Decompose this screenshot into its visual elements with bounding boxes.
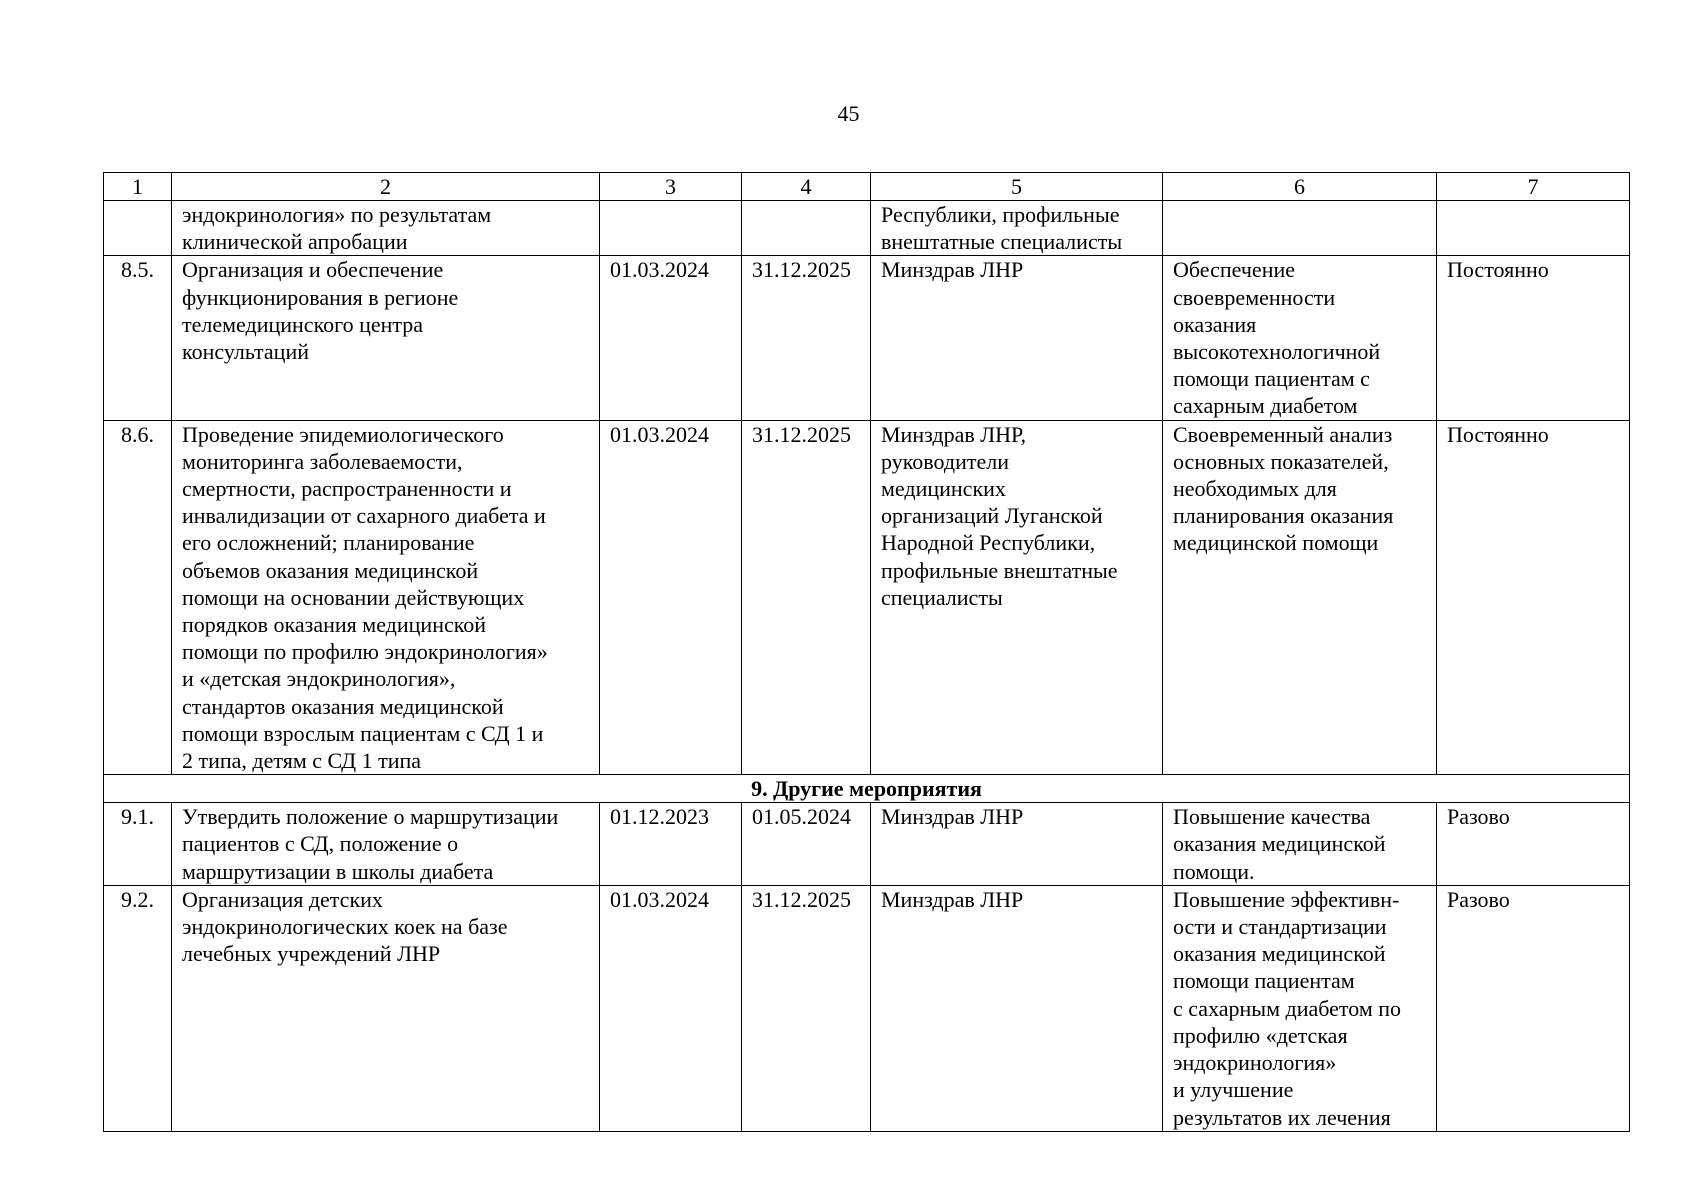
responsible-cell — [871, 256, 1163, 420]
responsible-line: специалисты — [881, 584, 1003, 610]
description-line: Организация детских — [182, 886, 383, 912]
result-line: высокотехнологичной — [1173, 339, 1381, 365]
start-date-cell: 01.03.2024 — [600, 885, 742, 1131]
description-line: порядков оказания медицинской — [182, 612, 487, 638]
measures-table — [103, 172, 1630, 1132]
result-line: оказания — [1173, 311, 1257, 337]
end-date-cell: 31.12.2025 — [742, 256, 871, 420]
result-cell — [1163, 885, 1437, 1131]
frequency-cell: Постоянно — [1437, 420, 1630, 775]
description-line: функционирования в регионе — [182, 284, 459, 310]
result-line: помощи пациентам с — [1173, 366, 1370, 392]
row-number-cell: 9.1. — [104, 803, 172, 886]
description-line: инвалидизации от сахарного диабета и — [182, 503, 546, 529]
responsible-line: руководители — [881, 448, 1009, 474]
start-date-cell: 01.03.2024 — [600, 420, 742, 775]
frequency-cell: Разово — [1437, 885, 1630, 1131]
description-line: эндокринология» по результатам — [182, 202, 492, 227]
description-line: помощи по профилю эндокринология» — [182, 639, 548, 665]
responsible-cell — [871, 420, 1163, 775]
table-row — [104, 256, 1630, 420]
description-line: стандартов оказания медицинской — [182, 693, 504, 719]
column-header: 6 — [1163, 173, 1437, 201]
description-line: телемедицинского центра — [182, 311, 424, 337]
description-line: пациентов с СД, положение о — [182, 831, 459, 857]
description-line: его осложнений; планирование — [182, 530, 475, 556]
end-date-cell: 01.05.2024 — [742, 803, 871, 886]
result-line: профилю «детская — [1173, 1022, 1348, 1048]
description-line: 2 типа, детям с СД 1 типа — [182, 748, 422, 774]
column-header: 7 — [1437, 173, 1630, 201]
description-line: помощи на основании действующих — [182, 584, 525, 610]
description-line: Организация и обеспечение — [182, 257, 444, 283]
responsible-cell — [871, 885, 1163, 1131]
result-line: планирования оказания — [1173, 503, 1394, 529]
result-line: эндокринология» — [1173, 1050, 1337, 1076]
responsible-cell — [871, 803, 1163, 886]
result-line: помощи. — [1173, 858, 1255, 884]
description-cell — [172, 420, 600, 775]
description-cell — [172, 803, 600, 886]
result-line: Своевременный анализ — [1173, 421, 1393, 447]
table-row — [104, 803, 1630, 886]
responsible-line: внештатные специалисты — [881, 229, 1123, 255]
result-line: необходимых для — [1173, 476, 1337, 502]
column-number-row — [104, 173, 1630, 201]
description-line: маршрутизации в школы диабета — [182, 858, 494, 884]
description-cell — [172, 201, 600, 256]
result-line: результатов их лечения — [1173, 1104, 1391, 1130]
result-line: сахарным диабетом — [1173, 393, 1358, 419]
responsible-line: Минздрав ЛНР — [881, 886, 1024, 912]
column-header: 2 — [172, 173, 600, 201]
result-line: оказания медицинской — [1173, 941, 1386, 967]
responsible-line: Республики, профильные — [881, 202, 1120, 227]
end-date-cell: 31.12.2025 — [742, 420, 871, 775]
description-cell — [172, 256, 600, 420]
result-cell — [1163, 803, 1437, 886]
frequency-cell: Разово — [1437, 803, 1630, 886]
continuation-row — [104, 201, 1630, 256]
start-date-cell: 01.12.2023 — [600, 803, 742, 886]
result-line: и улучшение — [1173, 1077, 1294, 1103]
section-title: 9. Другие мероприятия — [104, 775, 1630, 803]
row-number-cell — [104, 201, 172, 256]
result-line: с сахарным диабетом по — [1173, 995, 1402, 1021]
row-number-cell: 9.2. — [104, 885, 172, 1131]
start-date-cell: 01.03.2024 — [600, 256, 742, 420]
description-line: Проведение эпидемиологического — [182, 421, 504, 447]
table-row — [104, 885, 1630, 1131]
responsible-line: Минздрав ЛНР — [881, 804, 1024, 830]
result-line: Повышение качества — [1173, 804, 1371, 830]
column-header: 3 — [600, 173, 742, 201]
end-date-cell: 31.12.2025 — [742, 885, 871, 1131]
description-line: объемов оказания медицинской — [182, 557, 479, 583]
responsible-line: медицинских — [881, 476, 1006, 502]
column-header: 4 — [742, 173, 871, 201]
responsible-line: Минздрав ЛНР, — [881, 421, 1027, 447]
description-line: консультаций — [182, 339, 309, 365]
result-line: Повышение эффективн- — [1173, 886, 1400, 912]
result-cell — [1163, 420, 1437, 775]
description-line: помощи взрослым пациентам с СД 1 и — [182, 720, 544, 746]
description-line: клинической апробации — [182, 229, 408, 255]
description-cell — [172, 885, 600, 1131]
table-row — [104, 420, 1630, 775]
description-line: Утвердить положение о маршрутизации — [182, 804, 559, 830]
row-number-cell: 8.6. — [104, 420, 172, 775]
responsible-cell — [871, 201, 1163, 256]
result-line: своевременности — [1173, 284, 1336, 310]
responsible-line: организаций Луганской — [881, 503, 1103, 529]
result-line: медицинской помощи — [1173, 530, 1379, 556]
description-line: смертности, распространенности и — [182, 476, 512, 502]
description-line: и «детская эндокринология», — [182, 666, 456, 692]
description-line: мониторинга заболеваемости, — [182, 448, 463, 474]
section-heading-row — [104, 775, 1630, 803]
result-cell — [1163, 256, 1437, 420]
responsible-line: Народной Республики, — [881, 530, 1096, 556]
result-cell — [1163, 201, 1437, 256]
row-number-cell: 8.5. — [104, 256, 172, 420]
page-number: 45 — [837, 101, 860, 126]
description-line: лечебных учреждений ЛНР — [182, 941, 441, 967]
column-header: 1 — [104, 173, 172, 201]
result-line: основных показателей, — [1173, 448, 1389, 474]
column-header: 5 — [871, 173, 1163, 201]
result-line: помощи пациентам — [1173, 968, 1355, 994]
result-line: оказания медицинской — [1173, 831, 1386, 857]
result-line: ости и стандартизации — [1173, 914, 1387, 940]
result-line: Обеспечение — [1173, 257, 1295, 283]
responsible-line: профильные внештатные — [881, 557, 1118, 583]
frequency-cell: Постоянно — [1437, 256, 1630, 420]
start-date-cell — [600, 201, 742, 256]
end-date-cell — [742, 201, 871, 256]
description-line: эндокринологических коек на базе — [182, 914, 508, 940]
responsible-line: Минздрав ЛНР — [881, 257, 1024, 283]
frequency-cell — [1437, 201, 1630, 256]
table-body — [104, 201, 1630, 1132]
